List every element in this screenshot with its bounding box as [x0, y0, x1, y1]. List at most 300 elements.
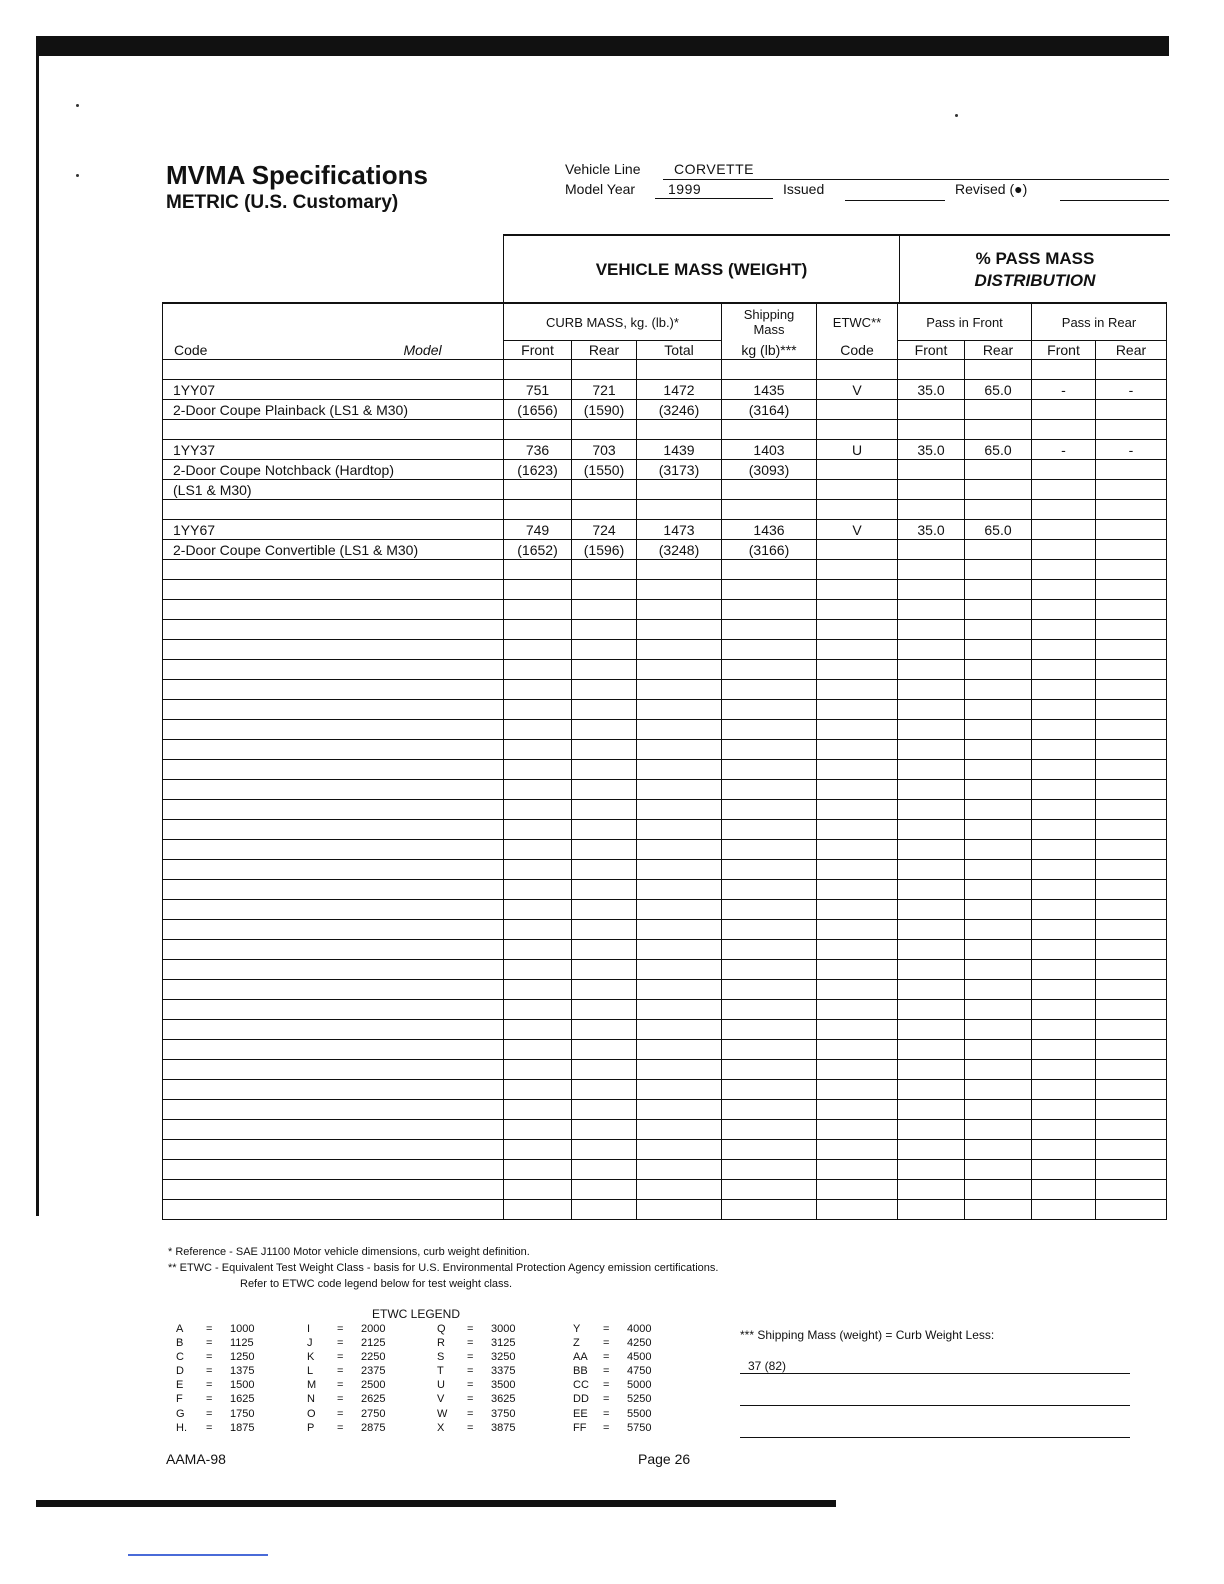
table-cell [1032, 700, 1096, 720]
table-cell [898, 1160, 965, 1180]
legend-weight: 5500 [627, 1407, 652, 1420]
table-cell [898, 1060, 965, 1080]
table-cell [572, 1180, 637, 1200]
value-cell: 1436 [722, 520, 817, 540]
table-cell [965, 500, 1032, 520]
table-cell [504, 1200, 572, 1220]
table-cell [504, 820, 572, 840]
table-cell [1032, 960, 1096, 980]
table-row [163, 520, 1167, 540]
table-cell [1096, 1080, 1167, 1100]
table-row [163, 960, 1167, 980]
table-row [163, 860, 1167, 880]
legend-weight: 3625 [491, 1393, 516, 1406]
legend-code: DD [573, 1393, 589, 1406]
table-cell [572, 660, 637, 680]
value-cell: 721 [572, 380, 637, 400]
table-cell [817, 1060, 898, 1080]
pass-mass-heading [900, 236, 1170, 304]
legend-code: E [176, 1379, 184, 1392]
table-cell [504, 860, 572, 880]
table-cell [504, 680, 572, 700]
table-cell [504, 720, 572, 740]
table-cell [1096, 1020, 1167, 1040]
table-cell [504, 420, 572, 440]
legend-equals-sign: = [337, 1379, 344, 1392]
value-cell: 35.0 [898, 380, 965, 400]
table-cell [722, 360, 817, 380]
table-cell [163, 1040, 504, 1060]
legend-equals-sign: = [337, 1323, 344, 1335]
table-cell [504, 900, 572, 920]
legend-code: CC [573, 1379, 589, 1392]
table-cell [898, 780, 965, 800]
value-cell: (3173) [637, 460, 722, 480]
legend-weight: 2625 [361, 1393, 386, 1406]
table-cell [1096, 540, 1167, 560]
table-cell [163, 1080, 504, 1100]
model-cell: 2-Door Coupe Plainback (LS1 & M30) [163, 400, 504, 420]
table-cell [898, 660, 965, 680]
table-cell [965, 1100, 1032, 1120]
table-cell [1032, 660, 1096, 680]
model-cell: 1YY67 [163, 520, 504, 540]
table-cell [504, 920, 572, 940]
table-cell [163, 740, 504, 760]
table-cell [898, 580, 965, 600]
table-cell [163, 1020, 504, 1040]
table-cell [722, 780, 817, 800]
scan-speck [76, 104, 79, 107]
legend-weight: 1750 [230, 1407, 255, 1420]
value-cell: - [1032, 380, 1096, 400]
table-row [163, 1180, 1167, 1200]
table-cell [1096, 900, 1167, 920]
value-cell: - [1096, 380, 1167, 400]
legend-code: A [176, 1323, 184, 1335]
table-cell [163, 1140, 504, 1160]
table-cell [572, 700, 637, 720]
revised-underline [1060, 200, 1169, 201]
table-row [163, 760, 1167, 780]
table-cell [965, 1120, 1032, 1140]
legend-weight: 5000 [627, 1379, 652, 1392]
table-cell [898, 540, 965, 560]
table-cell [163, 1060, 504, 1080]
legend-values [491, 1322, 515, 1435]
legend-equals-sign: = [337, 1351, 344, 1364]
table-cell [898, 1140, 965, 1160]
scan-speck [76, 174, 79, 177]
legend-code: V [437, 1393, 445, 1406]
footer-page-number: Page 26 [638, 1451, 691, 1467]
table-cell [163, 980, 504, 1000]
table-cell [898, 1020, 965, 1040]
table-cell [1032, 1200, 1096, 1220]
legend-equals [603, 1322, 609, 1435]
table-cell [722, 720, 817, 740]
legend-weight: 1875 [230, 1421, 255, 1434]
table-cell [722, 640, 817, 660]
legend-weight: 2125 [361, 1337, 386, 1350]
legend-code: L [307, 1365, 314, 1378]
table-cell [1032, 740, 1096, 760]
table-cell [898, 940, 965, 960]
table-cell [1096, 640, 1167, 660]
table-cell [898, 1080, 965, 1100]
value-cell: (3166) [722, 540, 817, 560]
table-cell [1032, 760, 1096, 780]
table-cell [965, 840, 1032, 860]
legend-values [230, 1322, 254, 1435]
table-cell [965, 860, 1032, 880]
table-cell [965, 1080, 1032, 1100]
table-cell [1032, 880, 1096, 900]
table-cell [1032, 420, 1096, 440]
legend-equals-sign: = [603, 1323, 610, 1335]
table-cell [637, 720, 722, 740]
table-cell [1096, 500, 1167, 520]
table-cell [504, 880, 572, 900]
table-cell [637, 1000, 722, 1020]
shipping-mass-note: *** Shipping Mass (weight) = Curb Weight Less: [740, 1328, 995, 1342]
table-cell [1096, 1000, 1167, 1020]
table-cell [572, 420, 637, 440]
legend-code: D [176, 1365, 184, 1378]
table-cell [1032, 840, 1096, 860]
table-cell [572, 760, 637, 780]
legend-code: Y [573, 1323, 581, 1335]
table-row [163, 380, 1167, 400]
table-cell [1096, 680, 1167, 700]
table-row [163, 800, 1167, 820]
value-cell [1032, 520, 1096, 540]
table-cell [965, 360, 1032, 380]
code-model-header [163, 341, 504, 360]
legend-code: X [437, 1421, 445, 1434]
legend-weight: 2750 [361, 1407, 386, 1420]
table-cell [817, 420, 898, 440]
table-cell [637, 1120, 722, 1140]
table-cell [504, 1120, 572, 1140]
table-cell [163, 560, 504, 580]
table-cell [1032, 560, 1096, 580]
legend-weight: 1250 [230, 1351, 255, 1364]
etwc-legend-title: ETWC LEGEND [372, 1307, 461, 1321]
table-cell [1096, 1160, 1167, 1180]
value-cell: (3248) [637, 540, 722, 560]
table-cell [898, 760, 965, 780]
link-underline[interactable] [128, 1554, 268, 1556]
value-cell: (1656) [504, 400, 572, 420]
table-cell [722, 580, 817, 600]
table-cell [898, 740, 965, 760]
table-cell [817, 740, 898, 760]
value-cell: (1596) [572, 540, 637, 560]
etwc-header: ETWC** [817, 303, 898, 341]
table-cell [1096, 460, 1167, 480]
table-cell [965, 980, 1032, 1000]
table-cell [1096, 1100, 1167, 1120]
table-cell [504, 800, 572, 820]
legend-weight: 2500 [361, 1379, 386, 1392]
table-cell [817, 1140, 898, 1160]
table-row [163, 360, 1167, 380]
legend-equals-sign: = [603, 1337, 610, 1350]
table-cell [965, 760, 1032, 780]
table-cell [722, 800, 817, 820]
table-cell [572, 780, 637, 800]
table-cell [722, 480, 817, 500]
table-cell [572, 980, 637, 1000]
table-cell [965, 820, 1032, 840]
table-cell [817, 580, 898, 600]
table-cell [637, 600, 722, 620]
legend-values [627, 1322, 651, 1435]
legend-letters [307, 1322, 331, 1435]
table-cell [965, 900, 1032, 920]
table-cell [163, 660, 504, 680]
table-cell [722, 960, 817, 980]
table-cell [898, 640, 965, 660]
pass-in-front-header: Pass in Front [898, 303, 1032, 341]
etwc-code-header: Code [817, 341, 898, 360]
table-cell [1096, 360, 1167, 380]
table-cell [722, 1120, 817, 1140]
table-cell [965, 580, 1032, 600]
table-cell [965, 780, 1032, 800]
table-cell [1096, 1200, 1167, 1220]
table-row [163, 880, 1167, 900]
table-cell [637, 940, 722, 960]
table-row [163, 1080, 1167, 1100]
table-cell [504, 1180, 572, 1200]
table-cell [722, 760, 817, 780]
table-cell [572, 860, 637, 880]
table-cell [817, 680, 898, 700]
value-cell: 1403 [722, 440, 817, 460]
value-cell: 1435 [722, 380, 817, 400]
legend-code: N [307, 1393, 315, 1406]
shipping-underline-2 [740, 1405, 1130, 1406]
model-year-value: 1999 [668, 181, 702, 197]
table-row [163, 620, 1167, 640]
legend-weight: 4750 [627, 1365, 652, 1378]
table-cell [504, 360, 572, 380]
table-cell [572, 1060, 637, 1080]
legend-code: K [307, 1351, 315, 1364]
table-cell [965, 1040, 1032, 1060]
legend-equals-sign: = [206, 1337, 213, 1350]
footnote-etwc: ** ETWC - Equivalent Test Weight Class - basis for U.S. Environmental Protection Agency emission certifications. [168, 1262, 719, 1274]
legend-equals-sign: = [467, 1393, 474, 1406]
table-cell [722, 820, 817, 840]
table-cell [1032, 620, 1096, 640]
table-cell [965, 420, 1032, 440]
table-cell [637, 580, 722, 600]
table-cell [504, 780, 572, 800]
value-cell: V [817, 380, 898, 400]
table-cell [817, 920, 898, 940]
legend-letters [573, 1322, 597, 1435]
table-cell [898, 700, 965, 720]
table-cell [1096, 480, 1167, 500]
legend-code: B [176, 1337, 184, 1350]
table-cell [504, 480, 572, 500]
table-cell [572, 940, 637, 960]
table-cell [572, 800, 637, 820]
table-cell [1032, 800, 1096, 820]
table-cell [1096, 820, 1167, 840]
table-cell [965, 640, 1032, 660]
table-cell [504, 1160, 572, 1180]
table-cell [504, 580, 572, 600]
legend-weight: 1500 [230, 1379, 255, 1392]
table-cell [817, 960, 898, 980]
legend-equals-sign: = [467, 1323, 474, 1335]
curb-front-header: Front [504, 341, 572, 360]
legend-values [361, 1322, 385, 1435]
table-cell [163, 780, 504, 800]
legend-code: F [176, 1393, 183, 1406]
legend-code: G [176, 1407, 185, 1420]
table-row [163, 1060, 1167, 1080]
table-cell [163, 820, 504, 840]
table-row [163, 720, 1167, 740]
table-cell [637, 780, 722, 800]
table-cell [637, 560, 722, 580]
legend-equals-sign: = [206, 1323, 213, 1335]
table-row [163, 700, 1167, 720]
table-cell [163, 860, 504, 880]
table-cell [817, 560, 898, 580]
pass-mass-heading-line2: DISTRIBUTION [974, 271, 1096, 290]
footnote-refer: Refer to ETWC code legend below for test weight class. [240, 1278, 513, 1290]
table-row [163, 600, 1167, 620]
table-cell [572, 960, 637, 980]
table-cell [1096, 660, 1167, 680]
table-cell [1032, 400, 1096, 420]
value-cell: 1473 [637, 520, 722, 540]
table-cell [163, 680, 504, 700]
table-cell [1032, 460, 1096, 480]
model-cell: 1YY07 [163, 380, 504, 400]
legend-weight: 1625 [230, 1393, 255, 1406]
table-cell [572, 1040, 637, 1060]
table-cell [1096, 1060, 1167, 1080]
pass-front-front-header: Front [898, 341, 965, 360]
table-row [163, 400, 1167, 420]
legend-weight: 3250 [491, 1351, 516, 1364]
legend-equals-sign: = [603, 1393, 610, 1406]
table-cell [163, 1100, 504, 1120]
pass-mass-heading-line1: % PASS MASS [975, 249, 1095, 268]
table-row [163, 1160, 1167, 1180]
table-cell [163, 640, 504, 660]
table-cell [637, 640, 722, 660]
table-cell [965, 540, 1032, 560]
table-cell [898, 840, 965, 860]
table-cell [817, 780, 898, 800]
table-cell [722, 880, 817, 900]
legend-weight: 1375 [230, 1365, 255, 1378]
legend-weight: 3375 [491, 1365, 516, 1378]
table-cell [965, 1000, 1032, 1020]
table-row [163, 680, 1167, 700]
table-cell [637, 1100, 722, 1120]
table-cell [898, 1180, 965, 1200]
table-cell [1096, 420, 1167, 440]
table-cell [1096, 760, 1167, 780]
shipping-mass-header [722, 303, 817, 341]
table-cell [1096, 600, 1167, 620]
vehicle-line-underline [663, 179, 1169, 180]
table-cell [504, 1020, 572, 1040]
table-cell [965, 960, 1032, 980]
legend-weight: 2375 [361, 1365, 386, 1378]
table-row [163, 1000, 1167, 1020]
table-cell [965, 740, 1032, 760]
table-cell [637, 360, 722, 380]
table-cell [163, 620, 504, 640]
table-cell [572, 580, 637, 600]
legend-code: BB [573, 1365, 588, 1378]
table-cell [1096, 1140, 1167, 1160]
table-cell [722, 680, 817, 700]
table-cell [572, 1120, 637, 1140]
table-cell [965, 1180, 1032, 1200]
table-cell [965, 1020, 1032, 1040]
table-cell [817, 1020, 898, 1040]
table-cell [1032, 1100, 1096, 1120]
table-cell [637, 500, 722, 520]
table-cell [637, 1040, 722, 1060]
curb-rear-header: Rear [572, 341, 637, 360]
table-cell [1096, 580, 1167, 600]
issued-underline [845, 200, 945, 201]
table-cell [817, 1160, 898, 1180]
table-cell [722, 560, 817, 580]
table-cell [817, 600, 898, 620]
table-cell [817, 700, 898, 720]
table-cell [637, 1160, 722, 1180]
model-year-label: Model Year [565, 181, 636, 197]
table-cell [965, 800, 1032, 820]
table-cell [722, 940, 817, 960]
table-row [163, 540, 1167, 560]
scan-speck [955, 114, 958, 117]
table-cell [898, 1120, 965, 1140]
table-cell [965, 1160, 1032, 1180]
table-cell [898, 600, 965, 620]
table-cell [817, 1040, 898, 1060]
legend-weight: 2000 [361, 1323, 386, 1335]
table-cell [572, 900, 637, 920]
table-cell [965, 880, 1032, 900]
table-cell [163, 700, 504, 720]
table-cell [504, 1000, 572, 1020]
legend-code: P [307, 1421, 315, 1434]
table-cell [572, 1100, 637, 1120]
table-row [163, 1040, 1167, 1060]
table-cell [817, 1200, 898, 1220]
table-row [163, 560, 1167, 580]
table-cell [898, 720, 965, 740]
table-cell [817, 720, 898, 740]
value-cell: 65.0 [965, 440, 1032, 460]
table-cell [817, 460, 898, 480]
value-cell [1096, 520, 1167, 540]
